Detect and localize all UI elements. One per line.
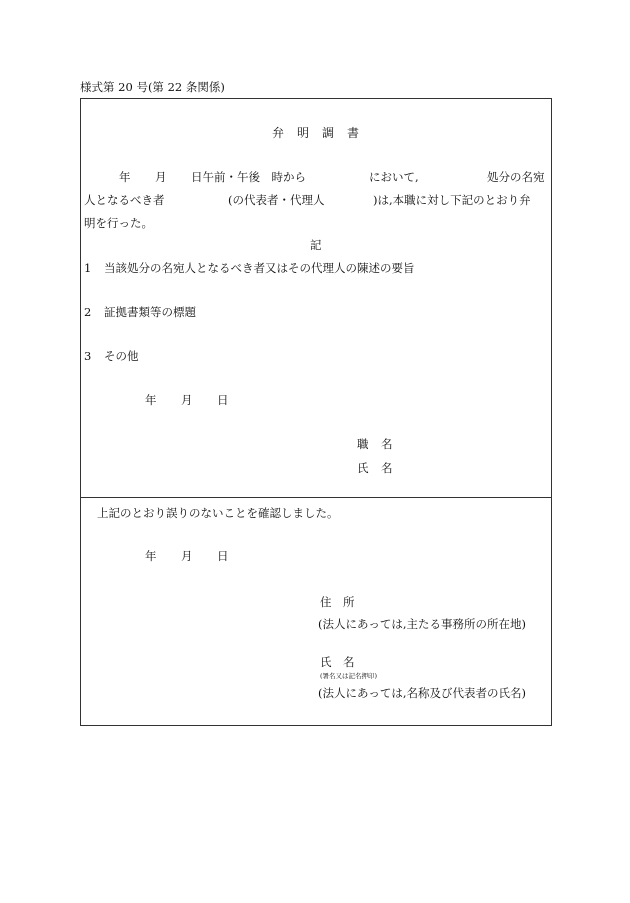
signer-name-note: (法人にあっては,名称及び代表者の氏名)	[318, 686, 527, 700]
address-note: (法人にあっては,主たる事務所の所在地)	[318, 617, 527, 631]
item-number: 1	[84, 261, 92, 275]
item-number: 3	[84, 349, 92, 363]
item-text: その他	[104, 349, 139, 363]
item-text: 当該処分の名宛人となるべき者又はその代理人の陳述の要旨	[104, 261, 415, 275]
confirm-text: 上記のとおり誤りのないことを確認しました。	[97, 506, 339, 520]
signature-note: (署名又は記名押印)	[320, 672, 378, 680]
ki-heading: 記	[310, 238, 322, 252]
item-text: 証拠書類等の標題	[104, 305, 196, 319]
section-divider	[80, 497, 552, 498]
item-number: 2	[84, 305, 92, 319]
form-label: 様式第 20 号(第 22 条関係)	[80, 80, 225, 94]
